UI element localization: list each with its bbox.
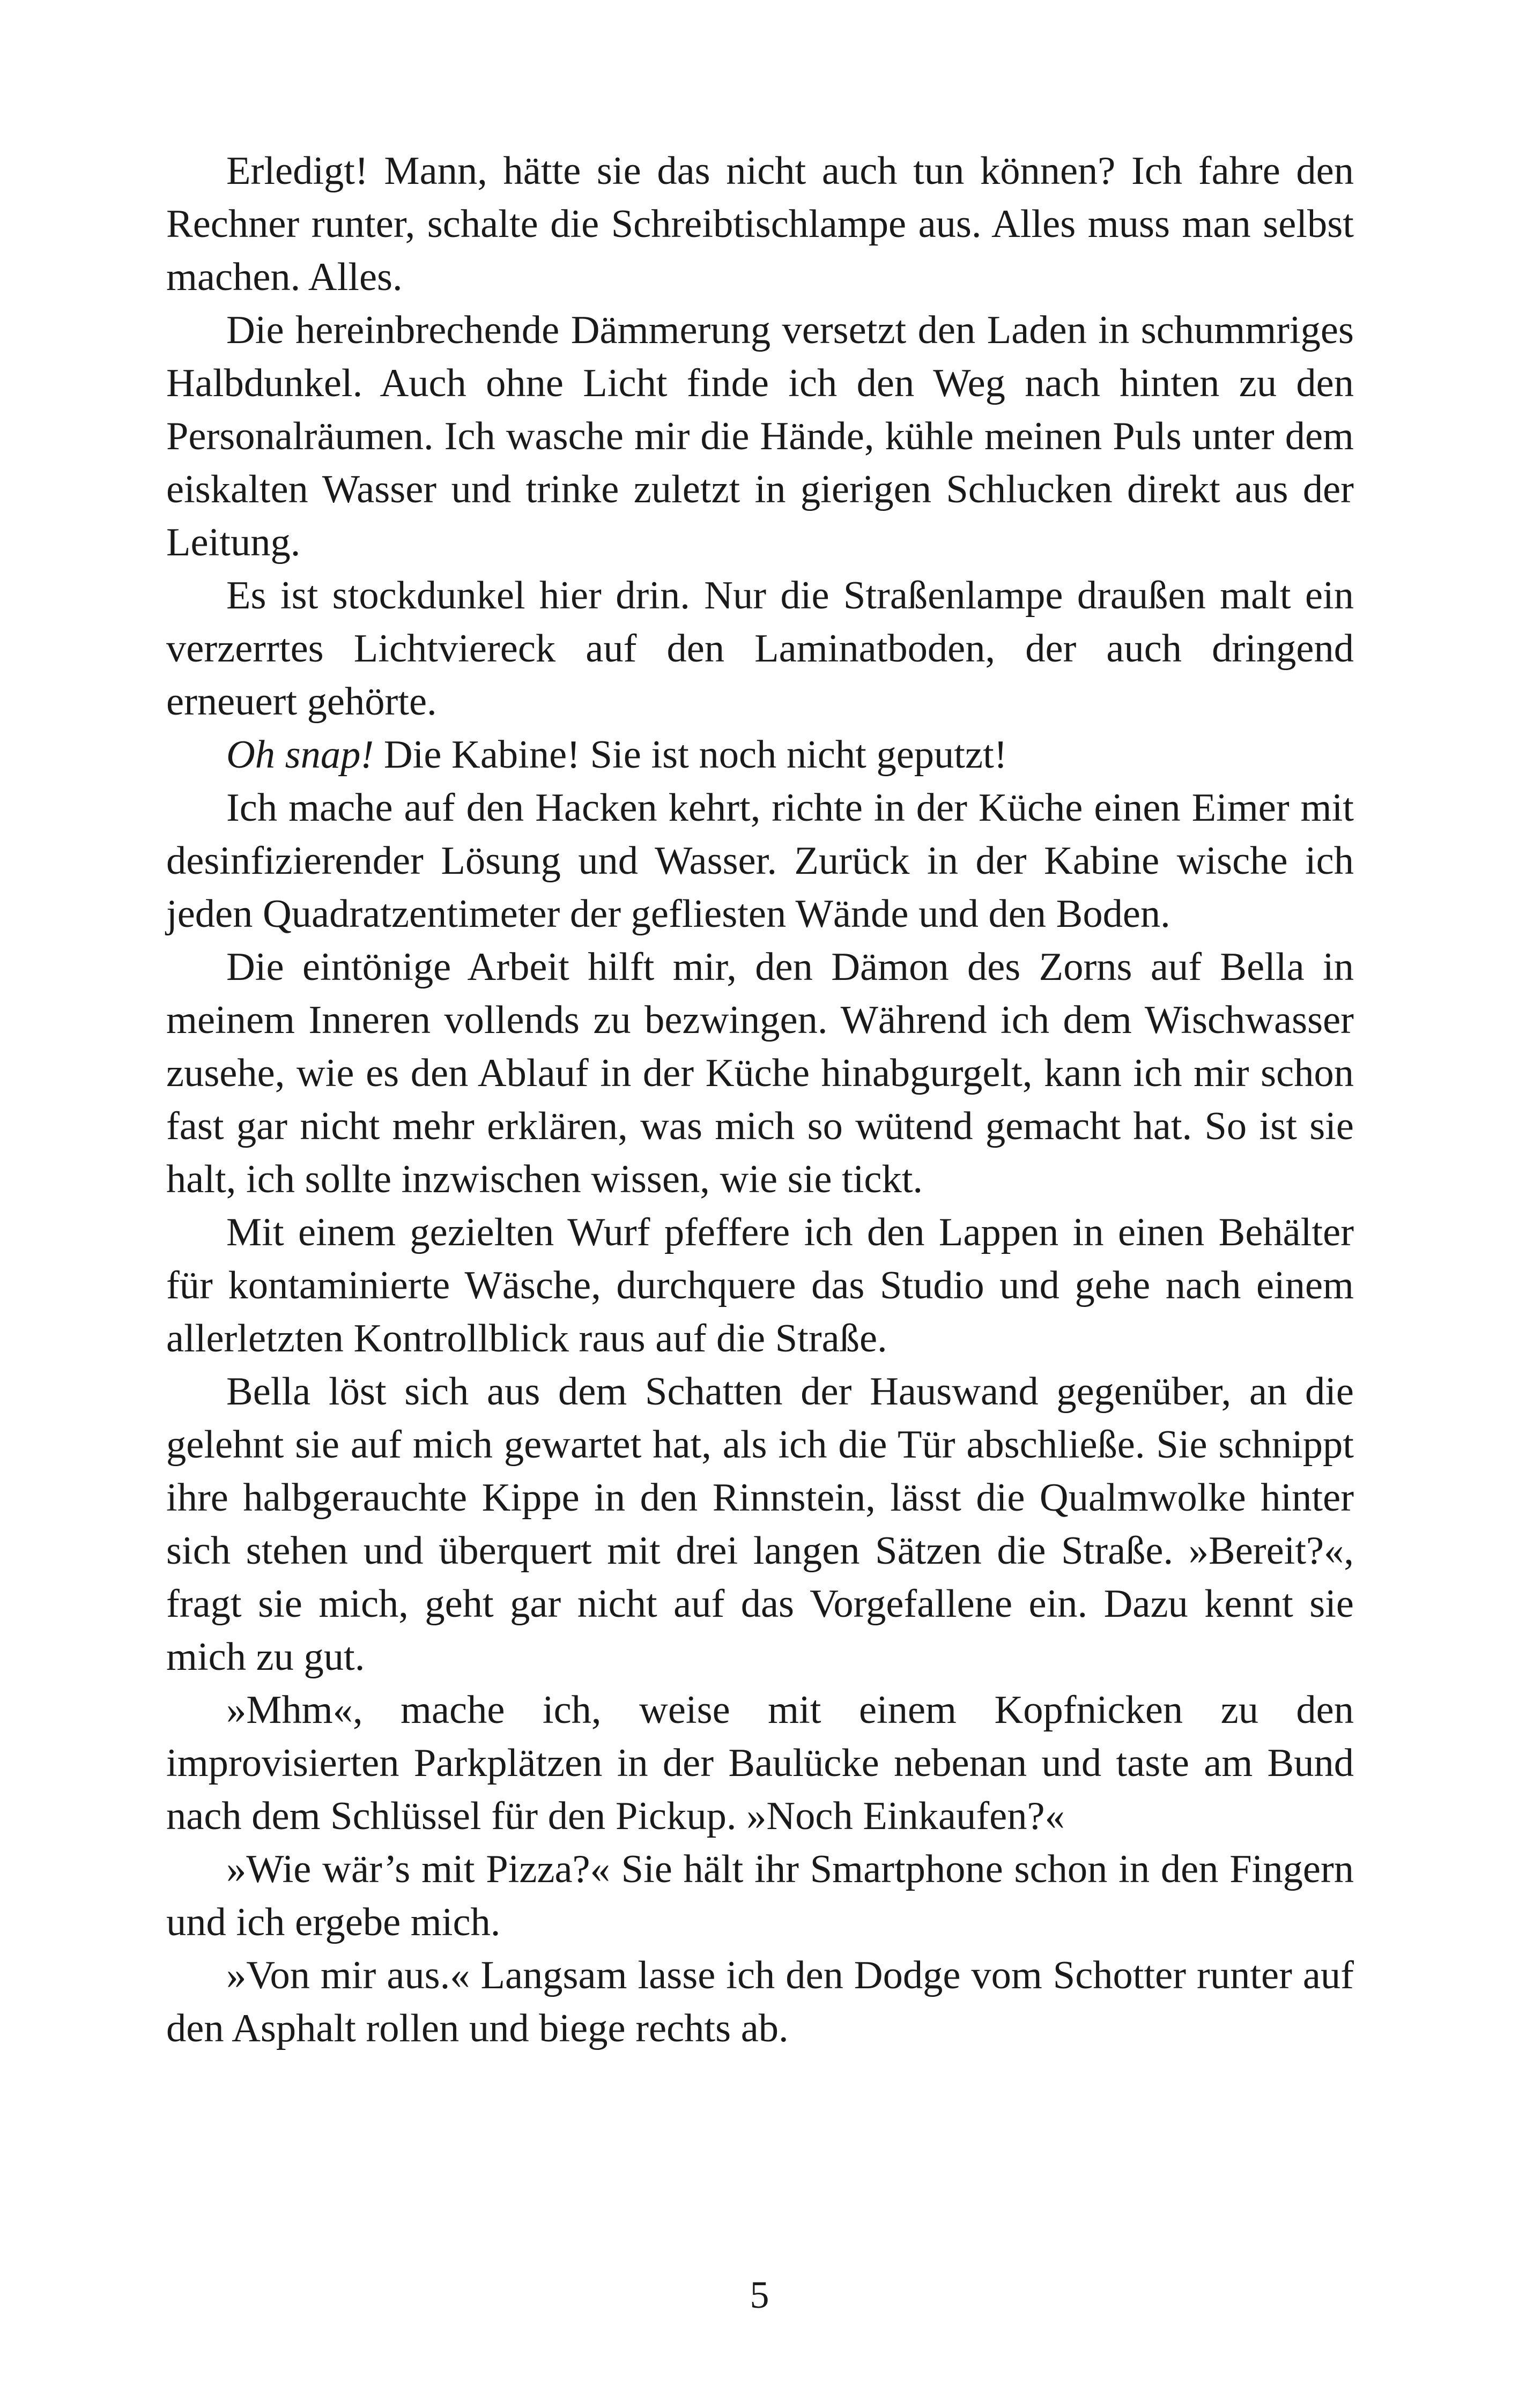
paragraph: Ich mache auf den Hacken kehrt, richte in der Küche einen Eimer mit desinfizierender Lösung und Wasser. Zurück in der Kabine wische ich jeden Quadratzentimeter der gefliesten Wände und den Boden. xyxy=(166,786,1354,936)
paragraph-rest: Die Kabine! Sie ist noch nicht geputzt! xyxy=(374,733,1007,777)
page-number: 5 xyxy=(750,2273,769,2316)
paragraph: Die eintönige Arbeit hilft mir, den Dämon des Zorns auf Bella in meinem Inneren vollends zu bezwingen. Während ich dem Wischwasser zusehe, wie es den Ablauf in der Küche hinabgurgelt, kann ich mir schon fast gar nicht mehr erklären, was mich so wütend gemacht hat. So ist sie halt, ich sollte inzwischen wissen, wie sie tickt. xyxy=(166,945,1354,1201)
paragraph: Es ist stockdunkel hier drin. Nur die Straßenlampe draußen malt ein verzerrtes Lichtviereck auf den Laminatboden, der auch dringend erneuert gehörte. xyxy=(166,574,1354,724)
paragraph-italic-opening xyxy=(166,729,1354,782)
paragraph: Erledigt! Mann, hätte sie das nicht auch tun können? Ich fahre den Rechner runter, schalte die Schreibtischlampe aus. Alles muss man selbst machen. Alles. xyxy=(166,149,1354,299)
paragraph: Die hereinbrechende Dämmerung versetzt den Laden in schummriges Halbdunkel. Auch ohne Licht finde ich den Weg nach hinten zu den Personalräumen. Ich wasche mir die Hände, kühle meinen Puls unter dem eiskalten Wasser und trinke zuletzt in gierigen Schlucken direkt aus der Leitung. xyxy=(166,308,1354,564)
paragraph: Bella löst sich aus dem Schatten der Hauswand gegenüber, an die gelehnt sie auf mich gewartet hat, als ich die Tür abschließe. Sie schnippt ihre halbgerauchte Kippe in den Rinnstein, lässt die Qualmwolke hinter sich stehen und überquert mit drei langen Sätzen die Straße. »Bereit?«, fragt sie mich, geht gar nicht auf das Vorgefallene ein. Dazu kennt sie mich zu gut. xyxy=(166,1370,1354,1679)
paragraph: »Wie wär’s mit Pizza?« Sie hält ihr Smartphone schon in den Fingern und ich ergebe mich. xyxy=(166,1847,1354,1944)
paragraph: »Mhm«, mache ich, weise mit einem Kopfnicken zu den improvisierten Parkplätzen in der Baulücke nebenan und taste am Bund nach dem Schlüssel für den Pickup. »Noch Einkaufen?« xyxy=(166,1688,1354,1838)
paragraph: »Von mir aus.« Langsam lasse ich den Dodge vom Schotter runter auf den Asphalt rollen und biege rechts ab. xyxy=(166,1953,1354,2050)
page-body xyxy=(166,145,1354,2055)
italic-exclamation: Oh snap! xyxy=(226,733,374,777)
paragraph: Mit einem gezielten Wurf pfeffere ich den Lappen in einen Behälter für kontaminierte Wäsche, durchquere das Studio und gehe nach einem allerletzten Kontrollblick raus auf die Straße. xyxy=(166,1210,1354,1361)
